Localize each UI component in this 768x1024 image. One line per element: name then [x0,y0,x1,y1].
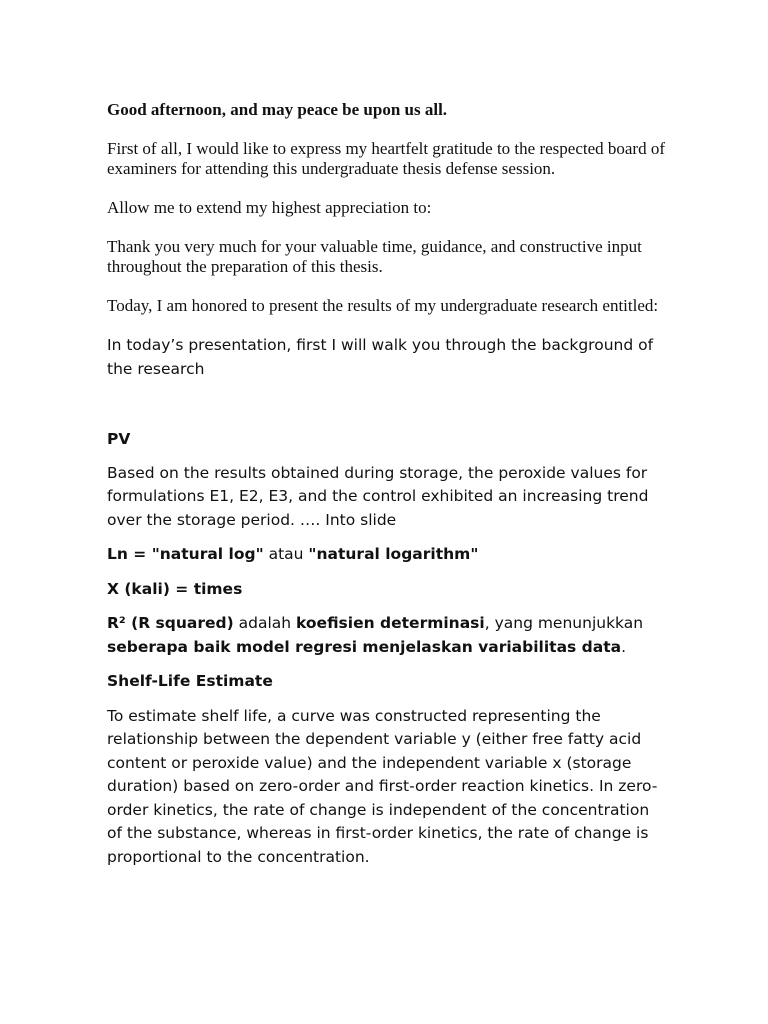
shelf-life-heading: Shelf-Life Estimate [107,672,273,690]
gratitude-paragraph: First of all, I would like to express my heartfelt gratitude to the respected board of examiners for attending this undergraduate thesis defense session. [107,139,666,178]
ln-connector: atau [263,545,309,563]
presentation-paragraph: In today’s presentation, first I will walk you through the background of the research [107,336,654,378]
r2-meaning: koefisien determinasi [296,614,485,632]
pv-heading: PV [107,430,131,448]
peroxide-paragraph: Based on the results obtained during storage, the peroxide values for formulations E1, E2, E3, and the control exhibited an increasing trend over the storage period. …. Into slide [107,463,649,529]
ln-term: Ln = "natural log" [107,545,264,563]
thanks-paragraph: Thank you very much for your valuable time, guidance, and constructive input throughout the preparation of this thesis. [107,237,642,276]
ln-definition [107,543,667,567]
x-definition: X (kali) = times [107,579,243,598]
greeting-paragraph: Good afternoon, and may peace be upon us all. [107,100,448,119]
r2-term: R² (R squared) [107,614,234,632]
document-page [107,100,667,869]
r2-period: . [621,637,627,656]
r2-explanation: seberapa baik model regresi menjelaskan variabilitas data [107,637,622,656]
r2-definition [107,612,667,659]
ln-meaning: "natural logarithm" [308,545,479,563]
r2-connector: adalah [233,614,297,632]
honored-paragraph: Today, I am honored to present the results of my undergraduate research entitled: [107,296,659,315]
shelf-life-paragraph: To estimate shelf life, a curve was constructed representing the relationship between the dependent variable y (either free fatty acid content or peroxide value) and the independent variable x (storage duration) based on zero-order and first-order reaction kinetics. In zero-order kinetics, the rate of change is independent of the concentration of the substance, whereas in first-order kinetics, the rate of change is proportional to the concentration. [107,706,658,866]
appreciation-paragraph: Allow me to extend my highest appreciation to: [107,198,432,217]
r2-connector-2: , yang menunjukkan [484,614,644,632]
